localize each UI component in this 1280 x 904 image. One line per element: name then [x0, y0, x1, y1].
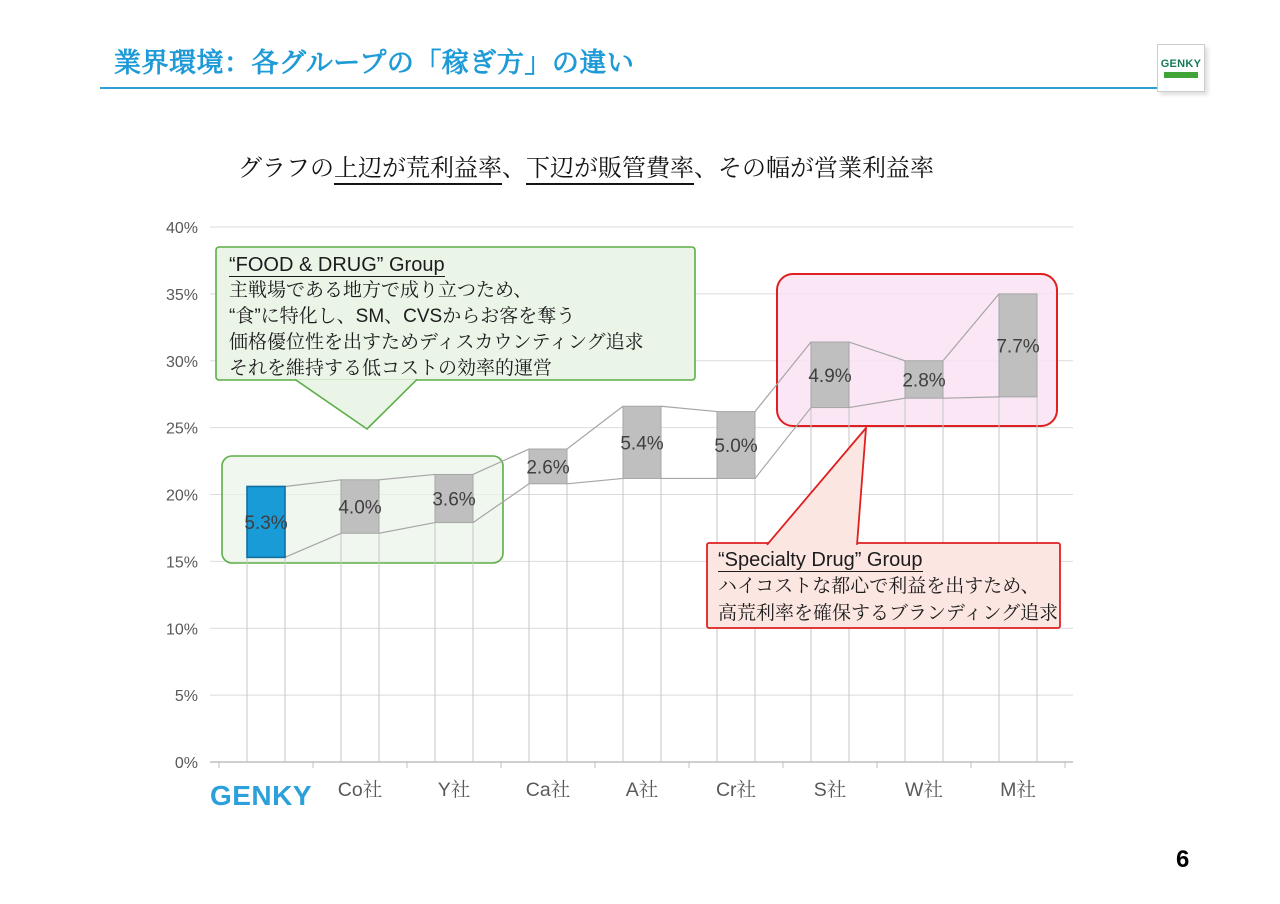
subtitle-separator: 、	[502, 155, 526, 182]
y-axis-label: 15%	[165, 554, 198, 572]
bar-value-label: 3.6%	[432, 489, 476, 511]
y-axis-label: 20%	[165, 487, 198, 505]
x-axis-label: A社	[625, 779, 659, 801]
bar-value-label: 5.0%	[714, 436, 758, 458]
specialty-drug-annotation-line: ハイコストな都心で利益を出すため、	[718, 576, 1040, 597]
x-axis-label: M社	[1000, 779, 1036, 801]
subtitle-underlined-gross-margin: 上辺が荒利益率	[334, 155, 502, 185]
page-number: 6	[1176, 846, 1190, 873]
x-axis-label: S社	[813, 779, 847, 801]
specialty-drug-annotation-line: 高荒利率を確保するブランディング追求	[718, 602, 1059, 624]
x-axis-label: W社	[905, 779, 943, 801]
bar-value-label: 4.9%	[808, 365, 852, 387]
x-axis-label: Y社	[437, 779, 471, 801]
food-drug-annotation-line: それを維持する低コストの効率的運営	[229, 358, 553, 379]
food-drug-annotation-title: “FOOD & DRUG” Group	[229, 254, 445, 276]
page-title: 業界環境：各グループの「稼ぎ方」の違い	[114, 48, 635, 78]
food-drug-annotation	[216, 247, 695, 387]
x-axis-label: Ca社	[525, 779, 571, 801]
subtitle-tail: 、その幅が営業利益率	[694, 155, 934, 182]
subtitle-underlined-sga: 下辺が販管費率	[526, 155, 694, 185]
x-axis-label: Cr社	[715, 779, 757, 801]
specialty-drug-callout-pointer	[767, 428, 866, 545]
x-axis-genky-logo: GENKY	[209, 780, 313, 811]
bar-value-label: 4.0%	[338, 497, 382, 519]
y-axis-label: 35%	[165, 286, 198, 304]
y-axis-label: 40%	[165, 220, 198, 237]
food-drug-annotation-line: 主戦場である地方で成り立つため、	[229, 280, 533, 301]
bar-value-label: 2.6%	[526, 457, 570, 479]
subtitle-text: グラフの	[238, 155, 334, 182]
bar-value-label: 5.4%	[620, 433, 664, 455]
y-axis-label: 30%	[165, 353, 198, 371]
y-axis-label: 0%	[174, 755, 198, 772]
y-axis-label: 10%	[165, 621, 198, 639]
y-axis-label: 5%	[174, 688, 198, 706]
specialty-drug-annotation-title: “Specialty Drug” Group	[718, 549, 923, 571]
specialty-drug-annotation	[707, 543, 1060, 631]
food-drug-annotation-line: 価格優位性を出すためディスカウンティング追求	[229, 332, 644, 353]
bar-value-label: 7.7%	[996, 336, 1040, 358]
bar-value-label: 2.8%	[902, 370, 946, 392]
gross-margin-connector	[661, 406, 717, 411]
sga-connector	[567, 478, 623, 483]
y-axis-label: 25%	[165, 420, 198, 438]
genky-logo-text: GENKY	[1160, 58, 1202, 70]
x-axis-label: Co社	[337, 779, 383, 801]
food-drug-annotation-line: “食”に特化し、SM、CVSからお客を奪う	[229, 306, 576, 327]
bar-value-label: 5.3%	[244, 512, 288, 534]
